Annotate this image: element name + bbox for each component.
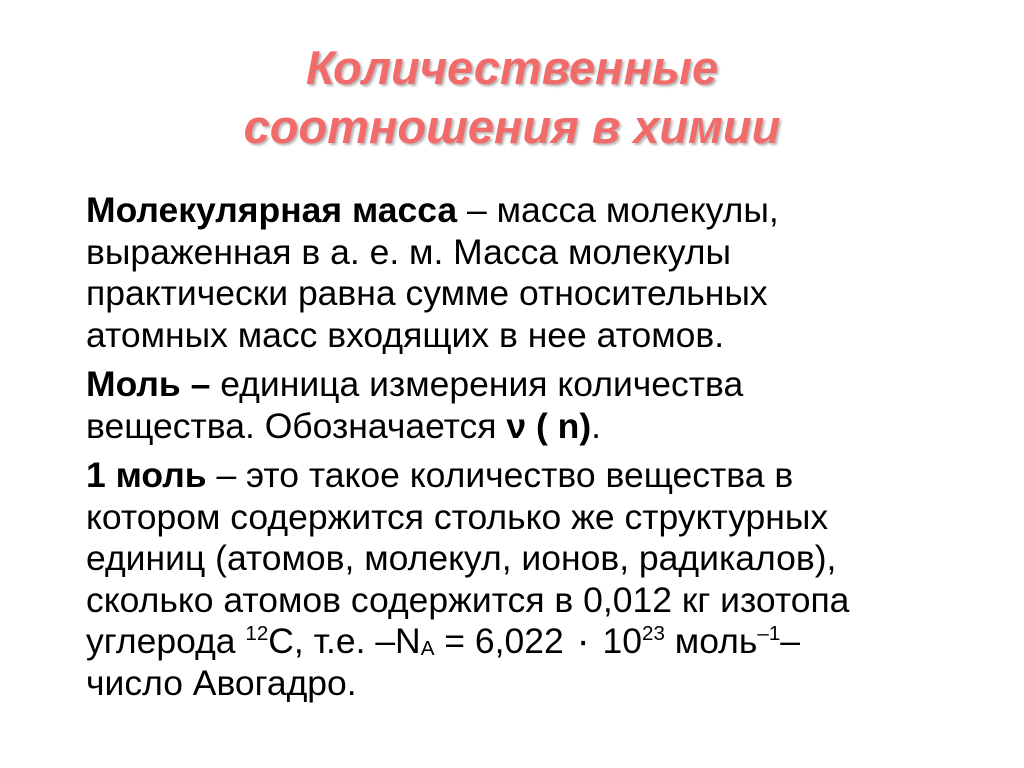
mole-line-2 [86, 405, 986, 448]
mole-line-1 [86, 364, 986, 406]
title-line-1: Количественные [305, 41, 719, 94]
mole-symbol: ν ( n) [506, 405, 592, 446]
one-mole-line-5-end: – [780, 621, 801, 661]
isotope-element: С, т.е. –N [268, 621, 421, 661]
one-mole-line-5 [86, 621, 986, 663]
avogadro-unit: моль [664, 621, 758, 661]
one-mole-line-3: единиц (атомов, молекул, ионов, радикалов), [86, 538, 837, 578]
one-mole-term: 1 моль [86, 455, 207, 495]
one-mole-paragraph [86, 455, 986, 704]
one-mole-line-6: число Авогадро. [86, 662, 357, 703]
avogadro-value: = 6,022 ٠ 10 [434, 621, 643, 661]
one-mole-line-2: котором содержится столько же структурных [86, 496, 829, 537]
one-mole-line-1 [86, 455, 986, 497]
one-mole-definition-start: – это такое количество вещества в [206, 455, 794, 495]
mole-term: Моль – [86, 364, 211, 404]
isotope-mass-number: 12 [245, 621, 269, 645]
molecular-mass-line-1 [86, 190, 986, 232]
one-mole-line-4: сколько атомов содержится в 0,012 кг изотопа [86, 579, 850, 620]
mole-line-2-end: . [591, 405, 602, 446]
molecular-mass-definition-start: – масса молекулы, [457, 190, 779, 230]
mole-definition-start: единица измерения количества [210, 364, 744, 404]
molecular-mass-term: Молекулярная масса [86, 190, 458, 230]
molecular-mass-line-2: выраженная в а. е. м. Масса молекулы [86, 231, 731, 272]
molecular-mass-line-3: практически равна сумме относительных [86, 273, 768, 313]
one-mole-line-5-start: углерода [86, 621, 246, 661]
molecular-mass-paragraph [86, 190, 986, 356]
mole-paragraph [86, 364, 986, 447]
slide-title [0, 38, 1024, 156]
mole-line-2-start: вещества. Обозначается [86, 405, 507, 446]
avogadro-unit-exponent: –1 [757, 621, 781, 645]
slide-body [86, 190, 986, 712]
title-line-2: соотношения в химии [243, 100, 781, 153]
avogadro-exponent: 23 [642, 621, 665, 645]
avogadro-subscript: A [420, 637, 435, 661]
molecular-mass-line-4: атомных масс входящих в нее атомов. [86, 314, 725, 355]
